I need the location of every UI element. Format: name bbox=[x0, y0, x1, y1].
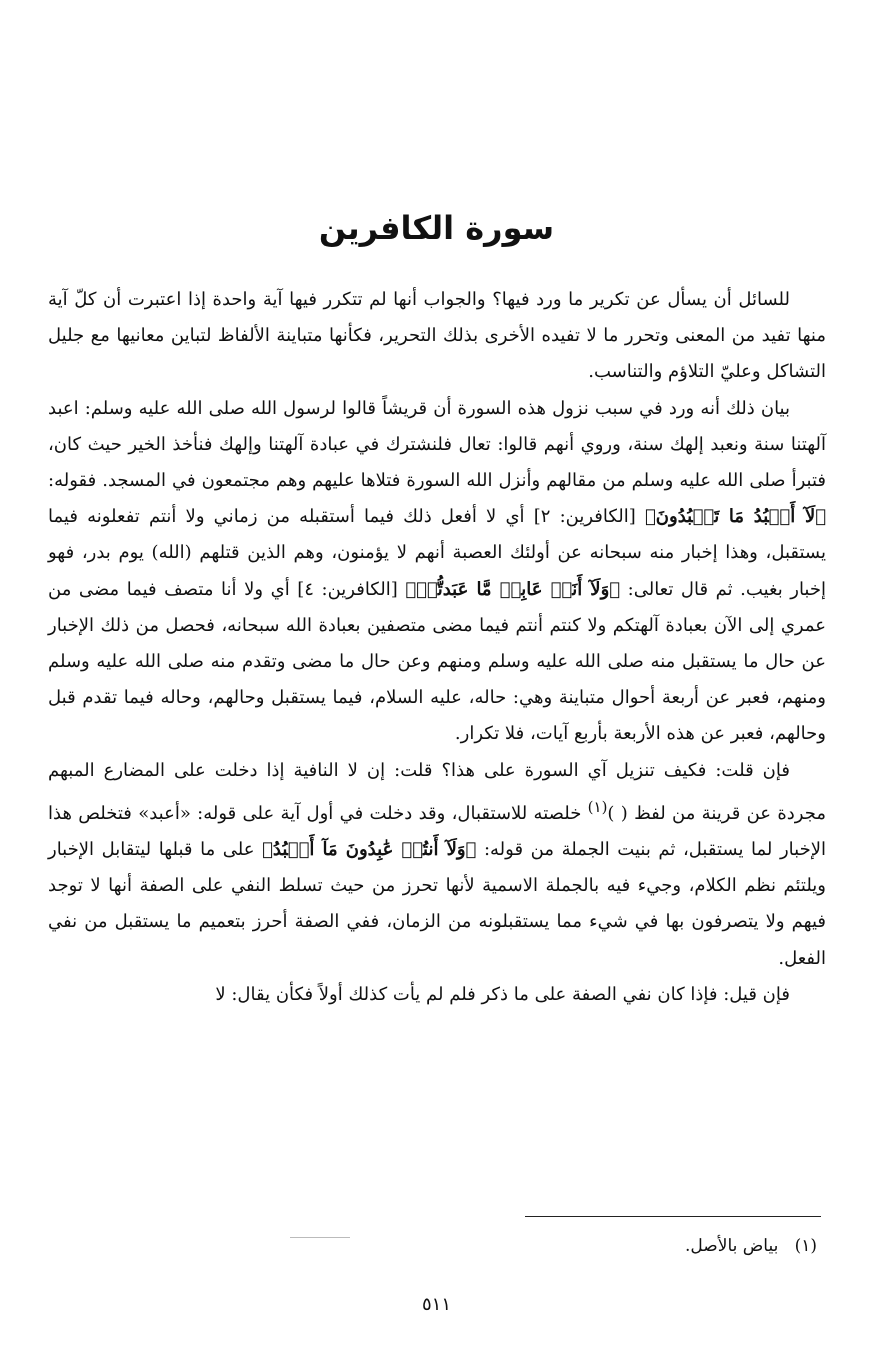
footnote-reference: (١) bbox=[587, 797, 608, 816]
paragraph-1: للسائل أن يسأل عن تكرير ما ورد فيها؟ والجواب أنها لم تتكرر فيها آية واحدة إذا اعتبرت أن كلّ آية منها تفيد من المعنى وتحرر ما لا تفيده الأخرى بذلك التحرير، فكأنها متباينة الألفاظ لتباين معانيها مع جليل التشاكل وعليّ التلاؤم والتناسب. bbox=[48, 289, 826, 383]
surah-title: سورة الكافرين bbox=[318, 209, 555, 247]
paragraph-3 bbox=[48, 753, 826, 977]
footnote bbox=[685, 1228, 817, 1264]
quran-verse-2: ﴿وَلَآ أَنَا۠ عَابِدٞ مَّا عَبَدتُّمۡ﴾ bbox=[405, 578, 621, 600]
footnote-divider bbox=[525, 1216, 821, 1217]
paragraph-3-text-c: على ما قبلها ليتقابل الإخبار ويلتئم نظم الكلام، وجيء فيه بالجملة الاسمية لأنها تحرز من حيث تسلط النفي على الصفة أنها لا توجد فيهم ولا يتصرفون بها في شيء مما يستقبلونه من الزمان، ففي الصفة أحرز بتعميم ما يستقبل من نفي الفعل. bbox=[48, 839, 826, 969]
quran-verse-1: ﴿لَآ أَعۡبُدُ مَا تَعۡبُدُونَ﴾ bbox=[645, 506, 827, 528]
faint-rule bbox=[290, 1237, 350, 1238]
footnote-text: بياض بالأصل. bbox=[685, 1236, 779, 1256]
paragraph-3-text-a: فإن قلت: فكيف تنزيل آي السورة على هذا؟ قلت: إن لا النافية إذا دخلت على المضارع المبهم مجردة عن قرينة من لفظ ( ) bbox=[48, 759, 826, 824]
paragraph-4: فإن قيل: فإذا كان نفي الصفة على ما ذكر فلم لم يأت كذلك أولاً فكأن يقال: لا bbox=[215, 983, 790, 1005]
footnote-marker: (١) bbox=[794, 1236, 817, 1256]
paragraph-2 bbox=[48, 391, 826, 753]
paragraph-3-text-b: خلصته للاستقبال، وقد دخلت في أول آية على قوله: «أعبد» فتخلص هذا الإخبار لما يستقبل، ثم بنيت الجملة من قوله: bbox=[48, 802, 826, 861]
body-text bbox=[48, 282, 826, 1013]
paragraph-2-text-a: بيان ذلك أنه ورد في سبب نزول هذه السورة أن قريشاً قالوا لرسول الله صلى الله عليه وسلم: اعبد آلهتنا سنة ونعبد إلهك سنة، وروي أنهم قالوا: تعال فلنشترك في عبادة آلهتنا وإلهك فنأخذ الخير حيث كان، فتبرأ صلى الله عليه وسلم من مقالهم وأنزل الله السورة فتلاها عليهم وهم مجتمعون في المسجد. فقوله: bbox=[48, 397, 827, 492]
quran-verse-3: ﴿وَلَآ أَنتُمۡ عَٰبِدُونَ مَآ أَعۡبُدُ﴾ bbox=[262, 839, 477, 861]
paragraph-2-text-c: [الكافرين: ٤] أي ولا أنا متصف فيما مضى من عمري إلى الآن بعبادة آلهتكم ولا كنتم أنتم فيما مضى متصفين بعبادة الله سبحانه، فحصل من ذلك الإخبار عن حال ما يستقبل منه صلى الله عليه وسلم ومنهم وعن حال ما مضى وتقدم منه صلى الله عليه وسلم ومنهم، فعبر عن أربعة أحوال متباينة وهي: حاله، عليه السلام، فيما يستقبل وحالهم، وحاله فيما تقدم قبل وحالهم، فعبر عن هذه الأربعة بأربع آيات، فلا تكرار. bbox=[48, 578, 826, 745]
page-number: ٥١١ bbox=[421, 1294, 451, 1315]
paragraph-2-text-b: [الكافرين: ٢] أي لا أفعل ذلك فيما أستقبله من زماني ولا أنتم تفعلونه فيما يستقبل، وهذا إخبار منه سبحانه عن أولئك العصبة أنهم لا يؤمنون، وهم الذين قتلهم (الله) يوم بدر، فهو إخبار بغيب. ثم قال تعالى: bbox=[48, 506, 826, 600]
